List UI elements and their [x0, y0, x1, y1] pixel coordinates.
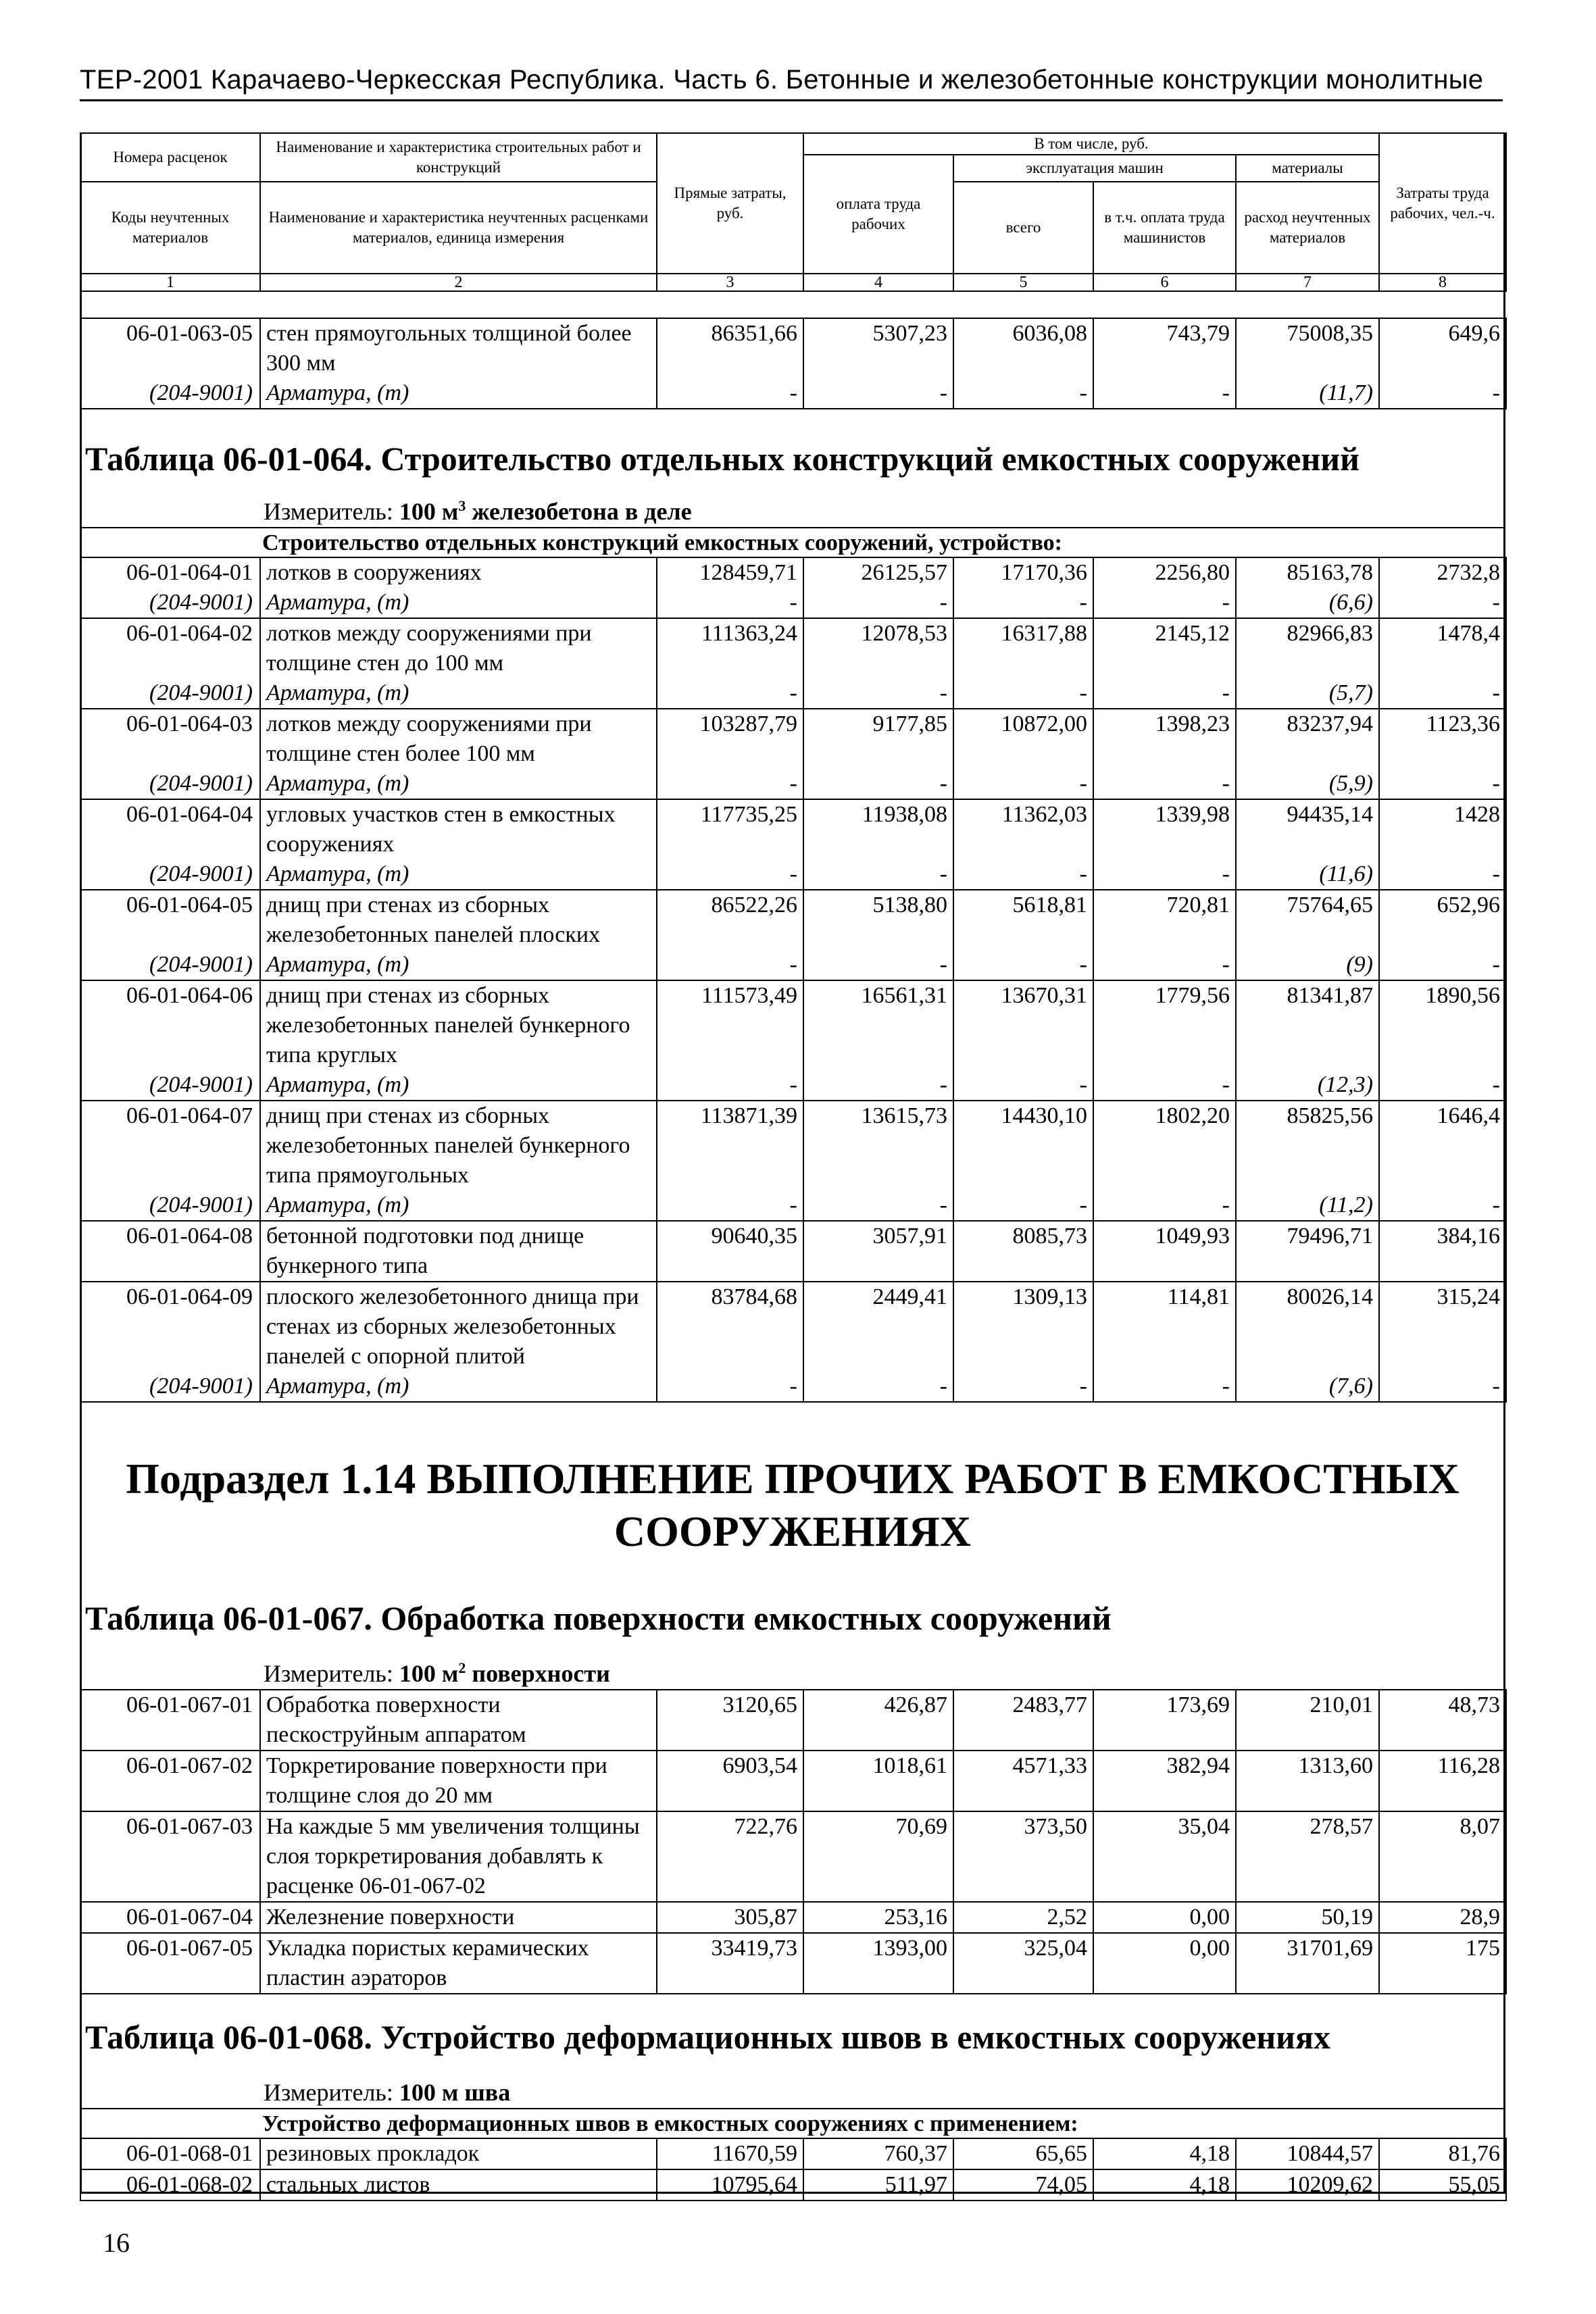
cell-machines: -	[953, 1070, 1093, 1101]
cell-name: днищ при стенах из сборных железобетонных панелей бункерного типа прямоугольных	[260, 1101, 657, 1190]
cell-name: На каждые 5 мм увеличения толщины слоя торкретирования добавлять к расценке 06-01-067-02	[260, 1811, 657, 1902]
cell-machines: 14430,10	[953, 1101, 1093, 1190]
cell-materials: 81341,87	[1236, 980, 1379, 1070]
cell-direct: -	[657, 378, 803, 409]
cell-materials: (9)	[1236, 950, 1379, 980]
cell-direct: 305,87	[657, 1902, 803, 1933]
cell-direct: -	[657, 1070, 803, 1101]
cell-name: днищ при стенах из сборных железобетонных панелей бункерного типа круглых	[260, 980, 657, 1070]
cell-direct: 722,76	[657, 1811, 803, 1902]
table-row	[80, 890, 1506, 950]
cell-direct: 33419,73	[657, 1933, 803, 1994]
cell-machinists: 1779,56	[1093, 980, 1236, 1070]
table-row	[80, 709, 1506, 769]
cell-hours: 649,6	[1379, 318, 1506, 378]
cell-labor: -	[803, 588, 953, 618]
material-row	[80, 678, 1506, 709]
cell-machines: -	[953, 678, 1093, 709]
cell-code: 06-01-067-03	[80, 1811, 260, 1902]
measure-value: 100 м	[399, 1660, 459, 1687]
cell-materials: (11,6)	[1236, 859, 1379, 890]
cell-code: 06-01-064-07	[80, 1101, 260, 1190]
cell-direct: 90640,35	[657, 1221, 803, 1282]
cell-direct: 3120,65	[657, 1690, 803, 1751]
cell-machinists: 0,00	[1093, 1902, 1236, 1933]
cell-code: 06-01-064-09	[80, 1282, 260, 1372]
material-row	[80, 1372, 1506, 1402]
cell-materials: (7,6)	[1236, 1372, 1379, 1402]
cell-name: бетонной подготовки под днище бункерного типа	[260, 1221, 657, 1282]
cell-hours: 28,9	[1379, 1902, 1506, 1933]
cell-direct: 6903,54	[657, 1751, 803, 1811]
cell-name: Арматура, (т)	[260, 1372, 657, 1402]
cell-machines: -	[953, 588, 1093, 618]
cell-machines: 8085,73	[953, 1221, 1093, 1282]
cell-materials: 10844,57	[1236, 2138, 1379, 2169]
table-row	[80, 1902, 1506, 1933]
measure-prefix: Измеритель:	[264, 2079, 393, 2106]
cell-name: лотков в сооружениях	[260, 557, 657, 588]
cell-name: Арматура, (т)	[260, 678, 657, 709]
cell-labor: 1393,00	[803, 1933, 953, 1994]
cell-machinists: -	[1093, 678, 1236, 709]
cell-code: 06-01-068-01	[80, 2138, 260, 2169]
cell-machines: 16317,88	[953, 618, 1093, 678]
cell-labor: 5307,23	[803, 318, 953, 378]
cell-name: Арматура, (т)	[260, 950, 657, 980]
cell-direct: -	[657, 678, 803, 709]
subsection-title: Подраздел 1.14 ВЫПОЛНЕНИЕ ПРОЧИХ РАБОТ В ЕМКОСТНЫХ СООРУЖЕНИЯХ	[126, 1455, 1460, 1555]
cell-code: (204-9001)	[80, 1372, 260, 1402]
cell-name: Арматура, (т)	[260, 1190, 657, 1221]
cell-labor: 511,97	[803, 2169, 953, 2200]
cell-labor: 11938,08	[803, 799, 953, 859]
table-068-measure	[264, 2078, 510, 2107]
cell-hours: -	[1379, 678, 1506, 709]
cell-name: стальных листов	[260, 2169, 657, 2200]
col-num: 3	[657, 274, 803, 291]
cell-machines: 1309,13	[953, 1282, 1093, 1372]
table-row	[80, 799, 1506, 859]
material-row	[80, 859, 1506, 890]
measure-prefix: Измеритель:	[264, 498, 393, 525]
col-num: 6	[1093, 274, 1236, 291]
cell-machinists: 1049,93	[1093, 1221, 1236, 1282]
material-row	[80, 950, 1506, 980]
table-064-title: Таблица 06-01-064. Строительство отдельных конструкций емкостных сооружений	[85, 440, 1360, 478]
cell-direct: 10795,64	[657, 2169, 803, 2200]
cell-code: 06-01-064-04	[80, 799, 260, 859]
cell-machines: 17170,36	[953, 557, 1093, 588]
cell-materials: 31701,69	[1236, 1933, 1379, 1994]
cell-hours: 1428	[1379, 799, 1506, 859]
page-header: ТЕР-2001 Карачаево-Черкесская Республика. Часть 6. Бетонные и железобетонные конструкции монолитные	[80, 65, 1503, 101]
cell-machines: -	[953, 769, 1093, 799]
table-row	[80, 318, 1506, 378]
cell-code: 06-01-064-06	[80, 980, 260, 1070]
cell-labor: -	[803, 1070, 953, 1101]
cell-machines: 325,04	[953, 1933, 1093, 1994]
measure-suffix: железобетона в деле	[472, 498, 692, 525]
cell-machinists: 4,18	[1093, 2169, 1236, 2200]
group-header: В том числе, руб.	[803, 133, 1379, 155]
cell-name: Арматура, (т)	[260, 859, 657, 890]
cell-machinists: -	[1093, 769, 1236, 799]
cell-code: (204-9001)	[80, 769, 260, 799]
cell-name: Обработка поверхности пескоструйным аппаратом	[260, 1690, 657, 1751]
cell-direct: 113871,39	[657, 1101, 803, 1190]
col-num: 7	[1236, 274, 1379, 291]
table-row	[80, 618, 1506, 678]
cell-machines: 11362,03	[953, 799, 1093, 859]
cell-machines: 10872,00	[953, 709, 1093, 769]
cell-materials: 82966,83	[1236, 618, 1379, 678]
cell-hours: -	[1379, 950, 1506, 980]
cell-materials: 278,57	[1236, 1811, 1379, 1902]
table-row	[80, 1221, 1506, 1282]
cell-direct: 83784,68	[657, 1282, 803, 1372]
cell-materials: 1313,60	[1236, 1751, 1379, 1811]
cell-direct: 86522,26	[657, 890, 803, 950]
cell-code: 06-01-064-01	[80, 557, 260, 588]
cell-name: лотков между сооружениями при толщине стен до 100 мм	[260, 618, 657, 678]
cell-code: 06-01-067-01	[80, 1690, 260, 1751]
cell-name: стен прямоугольных толщиной более 300 мм	[260, 318, 657, 378]
cell-name: Арматура, (т)	[260, 1070, 657, 1101]
cell-hours: 315,24	[1379, 1282, 1506, 1372]
table-row	[80, 2169, 1506, 2200]
col-num: 4	[803, 274, 953, 291]
cell-labor: 12078,53	[803, 618, 953, 678]
cell-materials: 80026,14	[1236, 1282, 1379, 1372]
cell-machinists: 114,81	[1093, 1282, 1236, 1372]
table-068-span-row	[80, 2108, 1505, 2139]
cell-machines: -	[953, 859, 1093, 890]
table-064	[80, 557, 1507, 1403]
cell-machines: -	[953, 950, 1093, 980]
measure-prefix: Измеритель:	[264, 1660, 393, 1687]
col2-bottom-header: Наименование и характеристика неучтенных расценками материалов, единица измерения	[260, 182, 657, 274]
cell-labor: 5138,80	[803, 890, 953, 950]
cell-name: Арматура, (т)	[260, 588, 657, 618]
cell-code: 06-01-067-05	[80, 1933, 260, 1994]
cell-materials: (11,7)	[1236, 378, 1379, 409]
col2-top-header: Наименование и характеристика строительных работ и конструкций	[260, 133, 657, 182]
cell-hours: 384,16	[1379, 1221, 1506, 1282]
col5-header: всего	[953, 182, 1093, 274]
cell-hours: -	[1379, 769, 1506, 799]
cell-labor: -	[803, 1190, 953, 1221]
cell-materials: 94435,14	[1236, 799, 1379, 859]
col-num: 5	[953, 274, 1093, 291]
cell-machines: 65,65	[953, 2138, 1093, 2169]
cell-materials: 10209,62	[1236, 2169, 1379, 2200]
col4-header: оплата труда рабочих	[803, 155, 953, 274]
cell-hours: 1890,56	[1379, 980, 1506, 1070]
materials-group-header: материалы	[1236, 155, 1379, 182]
cell-code: 06-01-064-08	[80, 1221, 260, 1282]
cell-hours: -	[1379, 1372, 1506, 1402]
cell-machinists: 35,04	[1093, 1811, 1236, 1902]
measure-sup: 2	[458, 1659, 466, 1676]
cell-direct: -	[657, 859, 803, 890]
cell-code: (204-9001)	[80, 588, 260, 618]
material-row	[80, 1070, 1506, 1101]
cell-direct: 103287,79	[657, 709, 803, 769]
table-068	[80, 2138, 1507, 2201]
cell-materials: (6,6)	[1236, 588, 1379, 618]
cell-hours: -	[1379, 1190, 1506, 1221]
cell-machines: 5618,81	[953, 890, 1093, 950]
col7-header: расход неучтенных материалов	[1236, 182, 1379, 274]
cell-materials: 210,01	[1236, 1690, 1379, 1751]
cell-code: (204-9001)	[80, 950, 260, 980]
cell-labor: -	[803, 678, 953, 709]
cell-hours: 48,73	[1379, 1690, 1506, 1751]
cell-name: Арматура, (т)	[260, 378, 657, 409]
cell-labor: 426,87	[803, 1690, 953, 1751]
cell-hours: 2732,8	[1379, 557, 1506, 588]
cell-hours: -	[1379, 859, 1506, 890]
cell-labor: 9177,85	[803, 709, 953, 769]
cell-hours: 1478,4	[1379, 618, 1506, 678]
cell-machines: -	[953, 1190, 1093, 1221]
cell-labor: -	[803, 859, 953, 890]
cell-hours: 1646,4	[1379, 1101, 1506, 1190]
cell-machinists: -	[1093, 378, 1236, 409]
cell-labor: 26125,57	[803, 557, 953, 588]
cell-hours: 175	[1379, 1933, 1506, 1994]
cell-code: 06-01-068-02	[80, 2169, 260, 2200]
cell-name: Железнение поверхности	[260, 1902, 657, 1933]
cell-name: резиновых прокладок	[260, 2138, 657, 2169]
table-064-measure	[264, 497, 692, 526]
cell-code: 06-01-064-03	[80, 709, 260, 769]
col1-top-header: Номера расценок	[80, 133, 260, 182]
cell-hours: 8,07	[1379, 1811, 1506, 1902]
table-068-span-text: Устройство деформационных швов в емкостных сооружениях с применением:	[262, 2111, 1078, 2136]
cell-name: лотков между сооружениями при толщине стен более 100 мм	[260, 709, 657, 769]
cell-machinists: 4,18	[1093, 2138, 1236, 2169]
cell-labor: 3057,91	[803, 1221, 953, 1282]
cell-materials: 85825,56	[1236, 1101, 1379, 1190]
cell-labor: 16561,31	[803, 980, 953, 1070]
machines-group-header: эксплуатация машин	[953, 155, 1236, 182]
cell-code: 06-01-067-04	[80, 1902, 260, 1933]
table-row	[80, 1101, 1506, 1190]
cell-labor: 13615,73	[803, 1101, 953, 1190]
table-067-measure	[264, 1659, 610, 1688]
cell-direct: 111363,24	[657, 618, 803, 678]
col8-header: Затраты труда рабочих, чел.-ч.	[1379, 133, 1506, 274]
cell-labor: 2449,41	[803, 1282, 953, 1372]
cell-machines: 13670,31	[953, 980, 1093, 1070]
cell-hours: -	[1379, 588, 1506, 618]
cell-name: Арматура, (т)	[260, 769, 657, 799]
table-row	[80, 1690, 1506, 1751]
cell-machinists: -	[1093, 950, 1236, 980]
cell-materials: 79496,71	[1236, 1221, 1379, 1282]
col-num: 2	[260, 274, 657, 291]
cell-code: 06-01-067-02	[80, 1751, 260, 1811]
cell-name: плоского железобетонного днища при стенах из сборных железобетонных панелей с опорной плитой	[260, 1282, 657, 1372]
cell-direct: -	[657, 1372, 803, 1402]
cell-machinists: -	[1093, 1190, 1236, 1221]
cell-code: 06-01-064-02	[80, 618, 260, 678]
cell-direct: -	[657, 769, 803, 799]
table-row	[80, 1811, 1506, 1902]
measure-value: 100 м шва	[399, 2079, 511, 2106]
cell-labor: -	[803, 378, 953, 409]
cell-hours: 81,76	[1379, 2138, 1506, 2169]
table-064-span-text: Строительство отдельных конструкций емкостных сооружений, устройство:	[262, 530, 1062, 555]
table-row	[80, 557, 1506, 588]
cell-materials: 75008,35	[1236, 318, 1379, 378]
cell-hours: 1123,36	[1379, 709, 1506, 769]
cell-hours: -	[1379, 378, 1506, 409]
measure-suffix: поверхности	[472, 1660, 610, 1687]
material-row	[80, 1190, 1506, 1221]
cell-machines: 373,50	[953, 1811, 1093, 1902]
col-num: 8	[1379, 274, 1506, 291]
measure-value: 100 м	[399, 498, 459, 525]
cell-code: (204-9001)	[80, 678, 260, 709]
cell-machines: 74,05	[953, 2169, 1093, 2200]
table-row	[80, 2138, 1506, 2169]
cell-direct: 128459,71	[657, 557, 803, 588]
cell-name: угловых участков стен в емкостных сооружениях	[260, 799, 657, 859]
material-row	[80, 769, 1506, 799]
table-067-title: Таблица 06-01-067. Обработка поверхности емкостных сооружений	[85, 1599, 1112, 1637]
cell-name: днищ при стенах из сборных железобетонных панелей плоских	[260, 890, 657, 950]
table-row	[80, 1282, 1506, 1372]
cell-machinists: -	[1093, 1372, 1236, 1402]
col1-bottom-header: Коды неучтенных материалов	[80, 182, 260, 274]
table-row	[80, 1751, 1506, 1811]
cell-direct: 117735,25	[657, 799, 803, 859]
cell-code: (204-9001)	[80, 1070, 260, 1101]
cell-machinists: 1802,20	[1093, 1101, 1236, 1190]
material-row	[80, 588, 1506, 618]
cell-hours: 116,28	[1379, 1751, 1506, 1811]
material-row	[80, 378, 1506, 409]
cell-labor: -	[803, 1372, 953, 1402]
cell-hours: -	[1379, 1070, 1506, 1101]
cell-machinists: 720,81	[1093, 890, 1236, 950]
table-row	[80, 980, 1506, 1070]
cell-code: 06-01-063-05	[80, 318, 260, 378]
cell-machinists: 2145,12	[1093, 618, 1236, 678]
cell-code: (204-9001)	[80, 1190, 260, 1221]
cell-code: (204-9001)	[80, 378, 260, 409]
cell-materials: 50,19	[1236, 1902, 1379, 1933]
cell-machinists: 173,69	[1093, 1690, 1236, 1751]
cell-materials: (5,9)	[1236, 769, 1379, 799]
cell-machinists: 0,00	[1093, 1933, 1236, 1994]
cell-hours: 652,96	[1379, 890, 1506, 950]
cell-machinists: 743,79	[1093, 318, 1236, 378]
cell-direct: 86351,66	[657, 318, 803, 378]
col-num: 1	[80, 274, 260, 291]
cell-machines: -	[953, 1372, 1093, 1402]
cell-hours: 55,05	[1379, 2169, 1506, 2200]
cell-labor: 70,69	[803, 1811, 953, 1902]
cell-code: 06-01-064-05	[80, 890, 260, 950]
cell-labor: -	[803, 769, 953, 799]
page-number: 16	[103, 2228, 130, 2258]
cell-machines: 4571,33	[953, 1751, 1093, 1811]
table-067	[80, 1689, 1507, 1994]
cell-materials: (12,3)	[1236, 1070, 1379, 1101]
cell-machinists: 1398,23	[1093, 709, 1236, 769]
col6-header: в т.ч. оплата труда машинистов	[1093, 182, 1236, 274]
cell-direct: 11670,59	[657, 2138, 803, 2169]
cell-name: Торкретирование поверхности при толщине слоя до 20 мм	[260, 1751, 657, 1811]
cell-machines: 6036,08	[953, 318, 1093, 378]
cell-machines: 2483,77	[953, 1690, 1093, 1751]
cell-machinists: -	[1093, 859, 1236, 890]
measure-sup: 3	[458, 497, 466, 514]
cell-materials: 75764,65	[1236, 890, 1379, 950]
table-row	[80, 1933, 1506, 1994]
cell-machinists: 2256,80	[1093, 557, 1236, 588]
cell-labor: 1018,61	[803, 1751, 953, 1811]
cell-machines: 2,52	[953, 1902, 1093, 1933]
cell-direct: -	[657, 588, 803, 618]
cell-code: (204-9001)	[80, 859, 260, 890]
cell-machines: -	[953, 378, 1093, 409]
column-header-table	[80, 132, 1507, 292]
cell-materials: (11,2)	[1236, 1190, 1379, 1221]
cell-materials: 85163,78	[1236, 557, 1379, 588]
cell-machinists: 1339,98	[1093, 799, 1236, 859]
cell-name: Укладка пористых керамических пластин аэраторов	[260, 1933, 657, 1994]
cell-machinists: 382,94	[1093, 1751, 1236, 1811]
col3-header: Прямые затраты, руб.	[657, 133, 803, 274]
cell-materials: (5,7)	[1236, 678, 1379, 709]
cell-machinists: -	[1093, 1070, 1236, 1101]
table-063-continuation	[80, 318, 1507, 409]
cell-labor: -	[803, 950, 953, 980]
cell-labor: 760,37	[803, 2138, 953, 2169]
cell-materials: 83237,94	[1236, 709, 1379, 769]
table-064-span-row	[80, 527, 1505, 558]
cell-direct: -	[657, 1190, 803, 1221]
table-068-title: Таблица 06-01-068. Устройство деформационных швов в емкостных сооружениях	[85, 2018, 1331, 2056]
cell-direct: -	[657, 950, 803, 980]
cell-machinists: -	[1093, 588, 1236, 618]
cell-direct: 111573,49	[657, 980, 803, 1070]
cell-labor: 253,16	[803, 1902, 953, 1933]
